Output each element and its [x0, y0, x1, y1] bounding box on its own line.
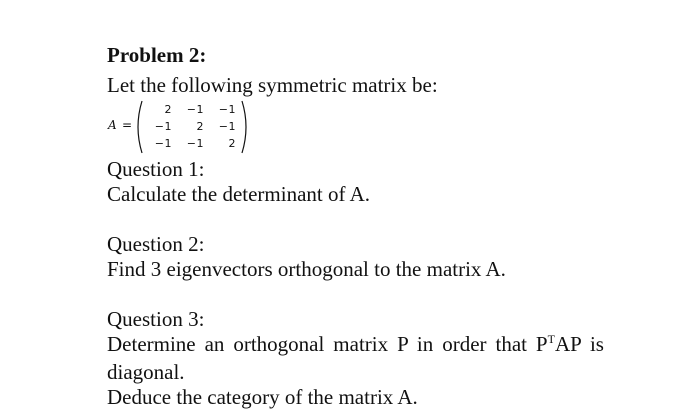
question-2-label: Question 2: [107, 232, 205, 256]
matrix-cell: −1 [186, 103, 204, 116]
right-parenthesis [240, 100, 252, 154]
transpose-superscript: T [547, 332, 555, 346]
question-3-label: Question 3: [107, 307, 205, 331]
question-1-text: Calculate the determinant of A. [107, 182, 370, 206]
matrix-cell: 2 [228, 137, 236, 150]
matrix-expression [108, 100, 667, 154]
matrix-cell: 2 [196, 120, 204, 133]
problem-intro: Let the following symmetric matrix be: [107, 73, 438, 97]
matrix-cell: −1 [154, 120, 172, 133]
question-1-label: Question 1: [107, 157, 205, 181]
question-3-text [107, 332, 604, 385]
problem-title: Problem 2: [107, 43, 207, 67]
matrix-cell: −1 [218, 103, 236, 116]
left-parenthesis [132, 100, 144, 154]
equals-sign: = [122, 118, 133, 132]
matrix-cell: 2 [164, 103, 172, 116]
question-2-text: Find 3 eigenvectors orthogonal to the matrix A. [107, 257, 506, 281]
matrix-cell: −1 [154, 137, 172, 150]
matrix-entries [144, 101, 240, 152]
question-3-text-before: Determine an orthogonal matrix P in order that P [107, 332, 548, 356]
question-3-deduce: Deduce the category of the matrix A. [107, 385, 418, 409]
matrix-name: A [108, 118, 117, 132]
problem-document [107, 42, 667, 410]
matrix-cell: −1 [186, 137, 204, 150]
question-3-text-after: AP is diagonal. [107, 332, 604, 384]
matrix-cell: −1 [218, 120, 236, 133]
